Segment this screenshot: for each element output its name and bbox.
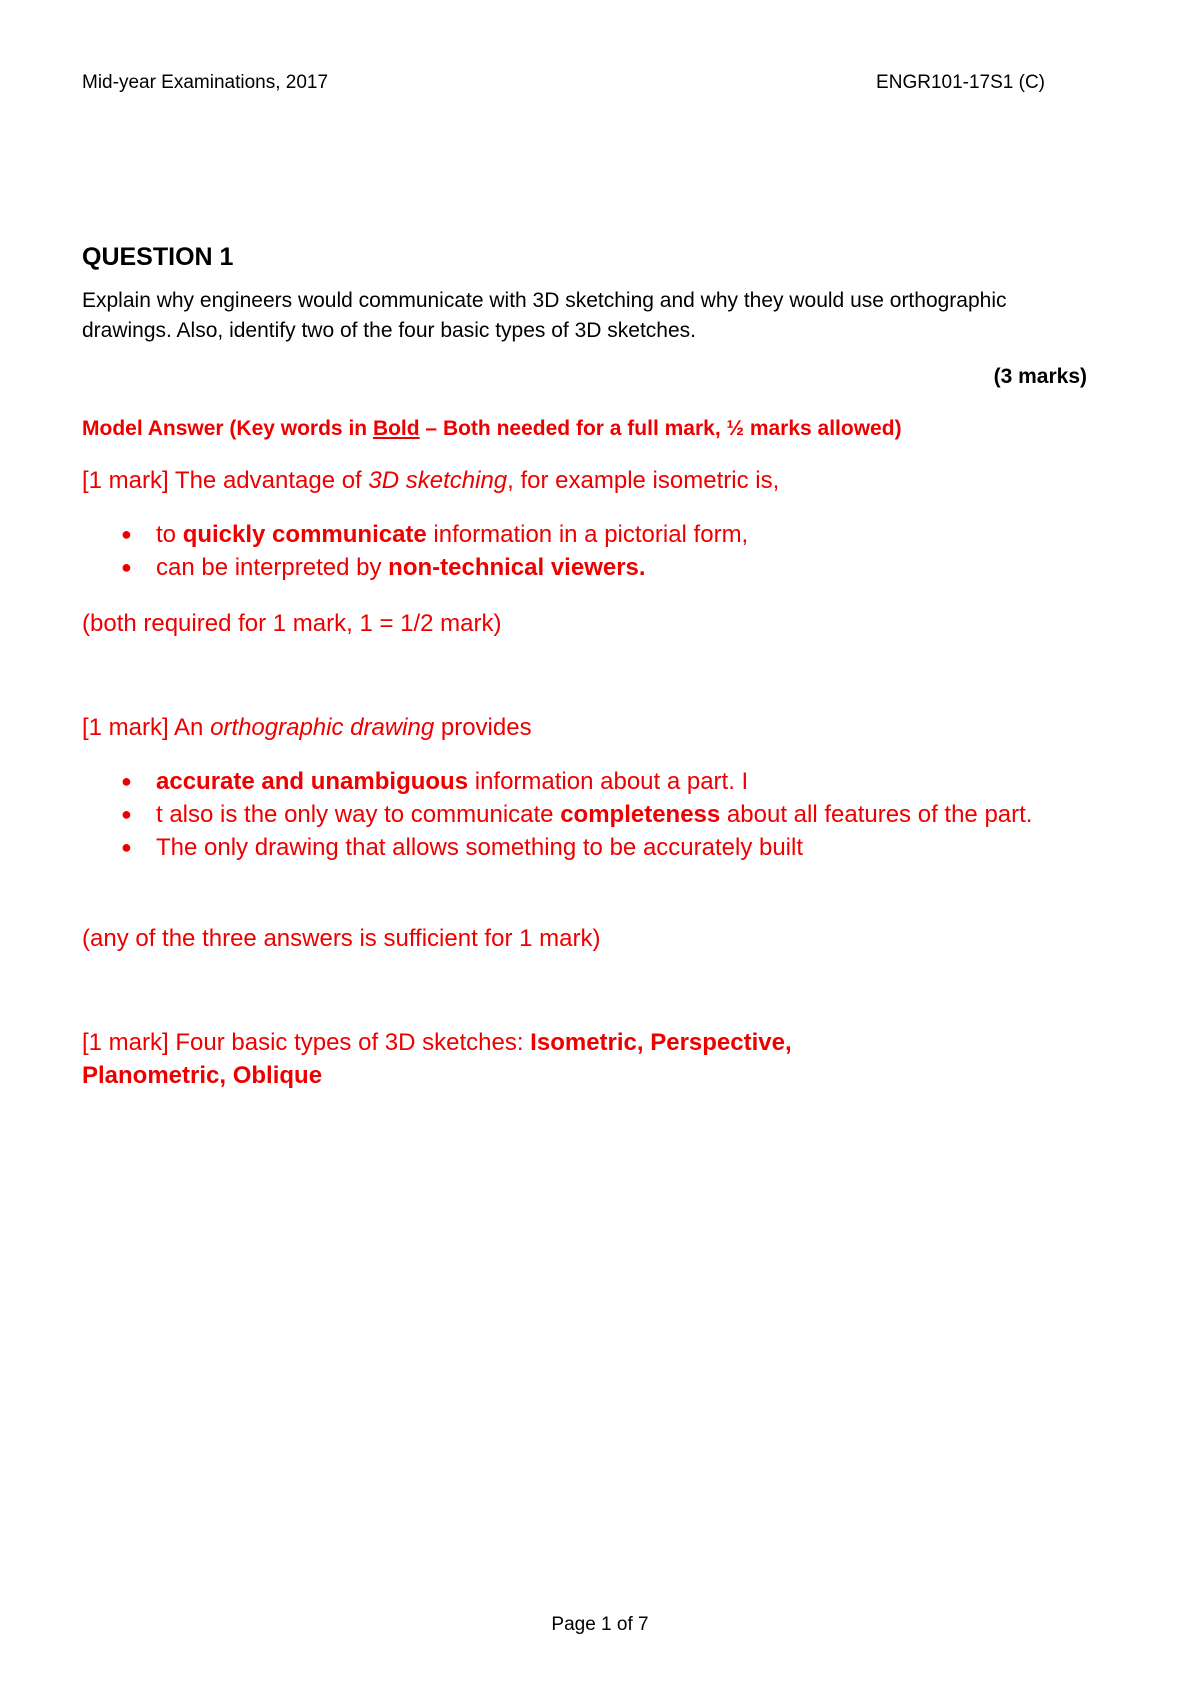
- part2-intro-italic: orthographic drawing: [210, 714, 435, 741]
- bullet-text-post: information in a pictorial form,: [426, 521, 749, 548]
- list-item: [82, 551, 1092, 584]
- bullet-icon: ●: [121, 557, 132, 577]
- bullet-text-pre: The only drawing that allows something to be accurately built: [156, 834, 804, 861]
- bullet-icon: ●: [121, 771, 132, 791]
- bullet-text-post: information about a part. I: [468, 768, 749, 795]
- list-item: [82, 518, 1092, 551]
- bullet-icon: ●: [121, 837, 132, 857]
- part1-intro-italic: 3D sketching: [368, 467, 508, 494]
- part2-intro-pre: [1 mark] An: [82, 714, 211, 741]
- list-item: [82, 765, 1122, 798]
- part1-intro-post: , for example isometric is,: [507, 467, 780, 494]
- part3-answer: [82, 1026, 1092, 1092]
- part3-intro: [1 mark] Four basic types of 3D sketches:: [82, 1029, 531, 1056]
- bullet-text-pre: t also is the only way to communicate: [156, 801, 561, 828]
- question-text: Explain why engineers would communicate with 3D sketching and why they would use orthographic drawings. Also, identify two of the four basic types of 3D sketches.: [82, 289, 1007, 342]
- question-title: QUESTION 1: [82, 243, 234, 271]
- bullet-text-post: about all features of the part.: [720, 801, 1033, 828]
- bullet-text-bold: quickly communicate: [182, 521, 427, 548]
- part2-intro: [82, 711, 1092, 744]
- bullet-text-bold: non-technical viewers.: [388, 554, 646, 581]
- bullet-text-bold: completeness: [560, 801, 721, 828]
- bullet-text-pre: to: [156, 521, 183, 548]
- header-course-code: ENGR101-17S1 (C): [876, 72, 1045, 93]
- bullet-icon: ●: [121, 804, 132, 824]
- question-marks: (3 marks): [993, 365, 1087, 388]
- model-heading-post: – Both needed for a full mark, ½ marks allowed): [419, 417, 902, 440]
- part1-intro-pre: [1 mark] The advantage of: [82, 467, 369, 494]
- part3-types-line2: Planometric, Oblique: [82, 1062, 323, 1089]
- part2-intro-post: provides: [434, 714, 532, 741]
- model-answer-heading: [82, 417, 902, 441]
- part1-intro: [82, 464, 1092, 497]
- bullet-text-pre: can be interpreted by: [156, 554, 389, 581]
- bullet-icon: ●: [121, 524, 132, 544]
- model-heading-bold-word: Bold: [372, 417, 420, 440]
- header-exam-title: Mid-year Examinations, 2017: [82, 72, 329, 93]
- part1-note: (both required for 1 mark, 1 = 1/2 mark): [82, 610, 502, 637]
- part2-note: (any of the three answers is sufficient for 1 mark): [82, 925, 601, 952]
- part2-bullet-list: [82, 765, 1122, 864]
- page-number: Page 1 of 7: [551, 1614, 649, 1635]
- model-heading-pre: Model Answer (Key words in: [82, 417, 373, 440]
- bullet-text-bold: accurate and unambiguous: [156, 768, 469, 795]
- list-item: [82, 798, 1122, 831]
- list-item: [82, 831, 1122, 864]
- part3-types-line1: Isometric, Perspective,: [530, 1029, 792, 1056]
- part1-bullet-list: [82, 518, 1092, 584]
